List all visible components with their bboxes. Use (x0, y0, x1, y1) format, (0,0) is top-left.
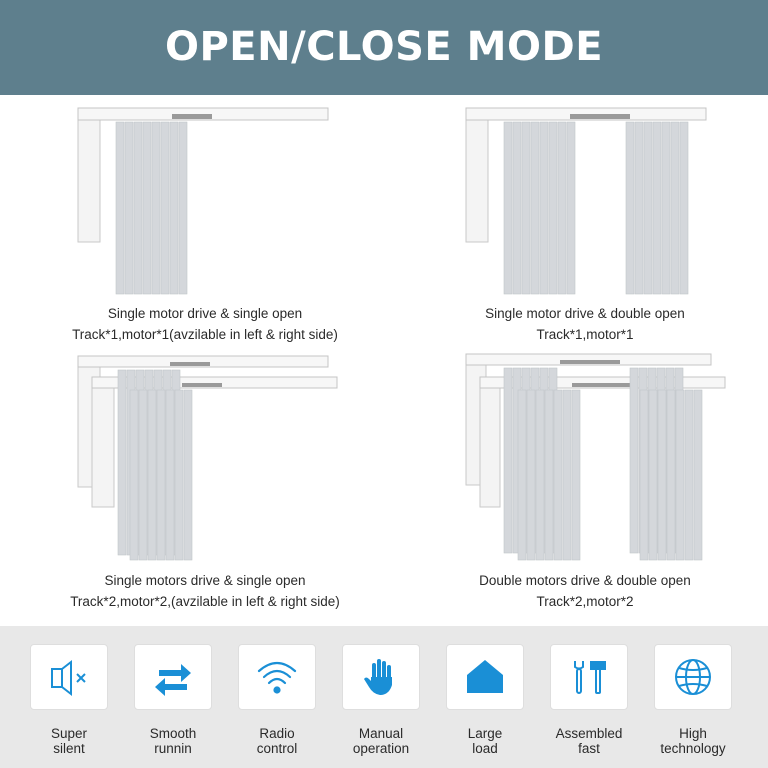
feature-large-load (446, 644, 524, 756)
mode-caption-double-single (20, 570, 390, 612)
feature-label-line1: Smooth (149, 726, 197, 741)
mode-illustration-single-double (460, 100, 720, 300)
speaker-mute-icon (49, 657, 89, 697)
feature-super-silent (30, 644, 108, 756)
mode-caption-single-double (410, 303, 760, 345)
feature-label-line2: fast (578, 741, 600, 756)
feature-label-line1: Assembled (555, 726, 623, 741)
mode-caption-line1: Single motor drive & single open (107, 306, 303, 321)
globe-icon (673, 657, 713, 697)
feature-icon-box (30, 644, 108, 710)
feature-icon-box (550, 644, 628, 710)
mode-caption-line1: Double motors drive & double open (479, 573, 691, 588)
mode-illustration-single-single (70, 100, 340, 300)
feature-label-line2: runnin (154, 741, 192, 756)
mode-caption-line2: Track*1,motor*1(avzilable in left & right side) (72, 327, 338, 342)
feature-icon-box (342, 644, 420, 710)
mode-caption-line1: Single motors drive & single open (104, 573, 306, 588)
feature-label-line2: load (472, 741, 498, 756)
feature-label-line2: operation (352, 741, 410, 756)
features-bar (0, 626, 768, 768)
mode-caption-line2: Track*1,motor*1 (536, 327, 634, 342)
feature-icon-box (446, 644, 524, 710)
feature-label-line1: Radio (259, 726, 295, 741)
mode-caption-line1: Single motor drive & double open (485, 306, 685, 321)
mode-caption-line2: Track*2,motor*2 (536, 594, 634, 609)
hand-icon (361, 657, 401, 697)
header-banner (0, 0, 768, 95)
feature-icon-box (134, 644, 212, 710)
feature-high-technology (654, 644, 732, 756)
wifi-icon (257, 657, 297, 697)
mode-illustration-double-single (70, 350, 350, 565)
mode-illustration-double-double (460, 350, 730, 565)
feature-label-line2: control (256, 741, 298, 756)
feature-icon-box (654, 644, 732, 710)
feature-label-line1: Super (50, 726, 88, 741)
feature-label-line1: High (679, 726, 707, 741)
feature-smooth-running (134, 644, 212, 756)
house-icon (465, 657, 505, 697)
feature-label-line2: technology (660, 741, 726, 756)
feature-label-line1: Large (467, 726, 503, 741)
feature-label-line1: Manual (358, 726, 404, 741)
feature-icon-box (238, 644, 316, 710)
swap-arrows-icon (153, 657, 193, 697)
feature-label-line2: silent (53, 741, 85, 756)
feature-manual-operation (342, 644, 420, 756)
tools-icon (569, 657, 609, 697)
mode-caption-single-single (20, 303, 390, 345)
mode-caption-line2: Track*2,motor*2,(avzilable in left & right side) (70, 594, 340, 609)
page-title: OPEN/CLOSE MODE (164, 24, 604, 70)
feature-assembled-fast (550, 644, 628, 756)
feature-radio-control (238, 644, 316, 756)
mode-caption-double-double (410, 570, 760, 612)
